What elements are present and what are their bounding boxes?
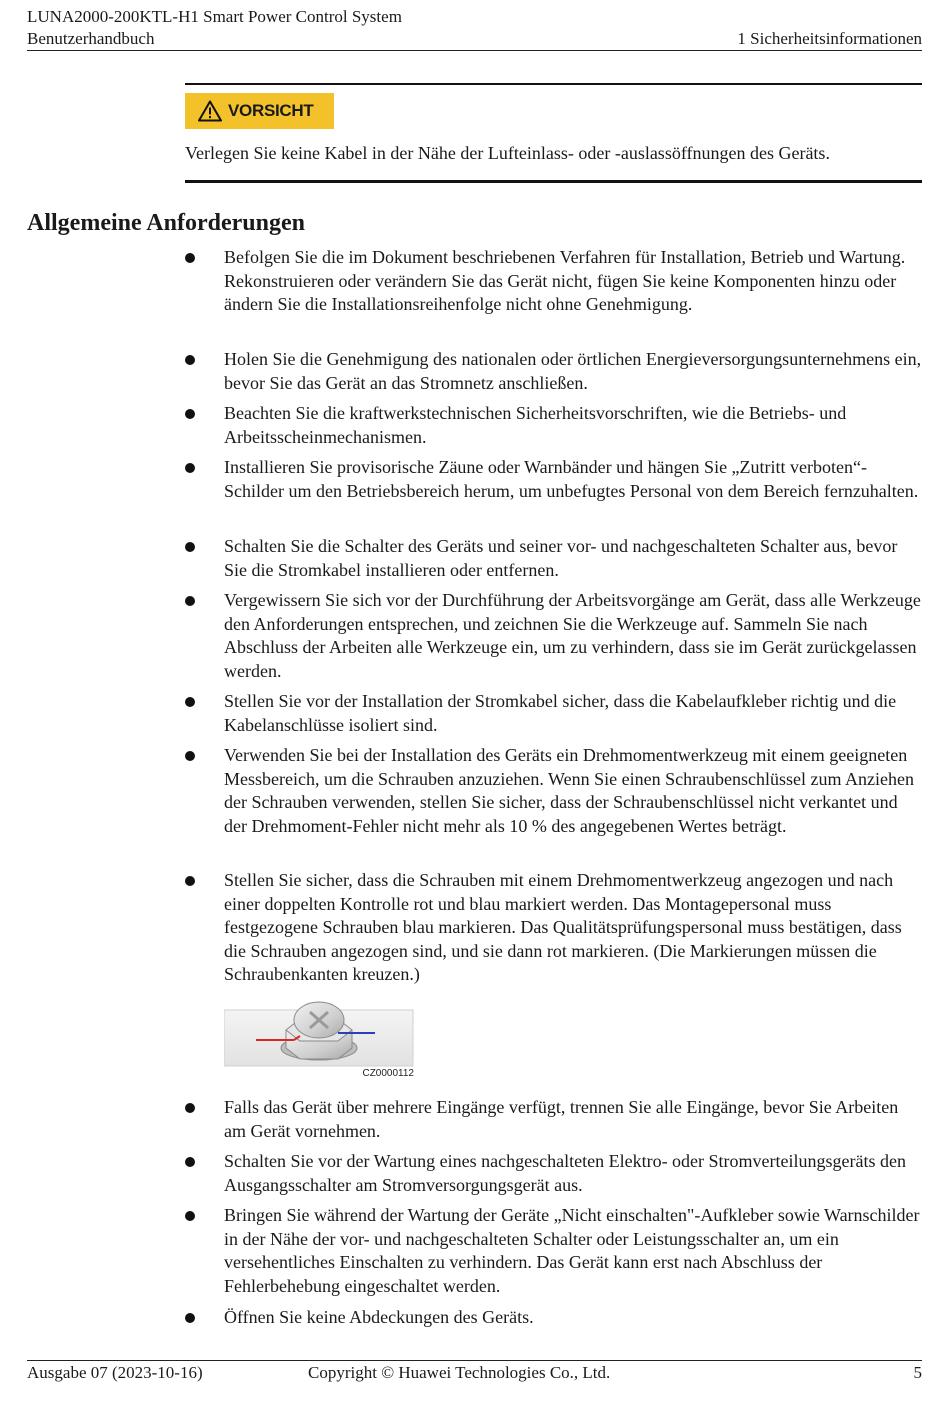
list-item-text: Vergewissern Sie sich vor der Durchführung der Arbeitsvorgänge am Gerät, dass alle Werkzeuge den Anforderungen entsprechen, und zeichnen Sie die Werkzeuge auf. Sammeln Sie nach Abschluss der Arbeiten alle Werkzeuge ein, um zu verhindern, dass sie im Gerät zurückgelassen werden. xyxy=(224,590,921,681)
list-item xyxy=(224,402,924,449)
list-item-text: Falls das Gerät über mehrere Eingänge verfügt, trennen Sie alle Eingänge, bevor Sie Arbeiten am Gerät vornehmen. xyxy=(224,1097,899,1141)
list-item-text: Öffnen Sie keine Abdeckungen des Geräts. xyxy=(224,1307,534,1327)
list-item-text: Stellen Sie vor der Installation der Stromkabel sicher, dass die Kabelaufkleber richtig und die Kabelanschlüsse isoliert sind. xyxy=(224,691,897,735)
list-item-text: Bringen Sie während der Wartung der Geräte „Nicht einschalten"-Aufkleber sowie Warnschilder in der Nähe der vor- und nachgeschalteten Schalter oder Leistungsschalter an, um ein versehentliches Einschalten zu verhindern. Das Gerät kann erst nach Abschluss der Fehlerbehebung eingeschaltet werden. xyxy=(224,1205,920,1296)
caution-bottom-rule xyxy=(185,180,922,183)
list-item-text: Beachten Sie die kraftwerkstechnischen Sicherheitsvorschriften, wie die Betriebs- und Arbeitsscheinmechanismen. xyxy=(224,403,847,447)
bullet-icon xyxy=(185,253,195,263)
figure-code: CZ0000112 xyxy=(362,1068,414,1079)
list-item xyxy=(224,456,924,503)
header-doc-type: Benutzerhandbuch xyxy=(27,29,155,48)
list-item xyxy=(224,1096,924,1143)
list-item xyxy=(224,589,924,683)
caution-label: VORSICHT xyxy=(228,101,314,120)
caution-text: Verlegen Sie keine Kabel in der Nähe der Lufteinlass- oder -auslassöffnungen des Geräts. xyxy=(185,143,830,163)
bullet-icon xyxy=(185,751,195,761)
list-item-text: Holen Sie die Genehmigung des nationalen oder örtlichen Energieversorgungsunternehmens ein, bevor Sie das Gerät an das Stromnetz anschließen. xyxy=(224,349,922,393)
list-item xyxy=(224,744,924,838)
page-number: 5 xyxy=(913,1363,922,1382)
list-item xyxy=(224,1150,924,1197)
caution-top-rule xyxy=(185,83,922,85)
list-item-text: Schalten Sie die Schalter des Geräts und seiner vor- und nachgeschalteten Schalter aus, bevor Sie die Stromkabel installieren oder entfernen. xyxy=(224,536,898,580)
bullet-icon xyxy=(185,596,195,606)
list-item xyxy=(224,246,924,317)
bullet-icon xyxy=(185,1157,195,1167)
list-item-text: Befolgen Sie die im Dokument beschriebenen Verfahren für Installation, Betrieb und Wartung. Rekonstruieren oder verändern Sie das Gerät nicht, fügen Sie keine Komponenten hinzu oder ändern Sie die Installationsreihenfolge nicht ohne Genehmigung. xyxy=(224,247,906,315)
bullet-icon xyxy=(185,876,195,886)
list-item xyxy=(224,690,924,737)
bullet-icon xyxy=(185,1211,195,1221)
list-item-text: Verwenden Sie bei der Installation des Geräts ein Drehmomentwerkzeug mit einem geeigneten Messbereich, um die Schrauben anzuziehen. Wenn Sie einen Schraubenschlüssel zum Anziehen der Schrauben verwenden, stellen Sie sicher, dass der Schraubenschlüssel nicht verkantet und der Drehmoment-Fehler nicht mehr als 10 % des angegebenen Wertes beträgt. xyxy=(224,745,915,836)
bullet-icon xyxy=(185,463,195,473)
bullet-icon xyxy=(185,542,195,552)
bolt-marking-figure xyxy=(224,998,414,1084)
header-chapter: 1 Sicherheitsinformationen xyxy=(737,29,922,48)
section-title: Allgemeine Anforderungen xyxy=(27,210,305,236)
page-header xyxy=(27,6,922,50)
list-item-text: Schalten Sie vor der Wartung eines nachgeschalteten Elektro- oder Stromverteilungsgeräts den Ausgangsschalter am Stromversorgungsgerät aus. xyxy=(224,1151,906,1195)
list-item xyxy=(224,348,924,395)
footer-copyright: Copyright © Huawei Technologies Co., Ltd. xyxy=(308,1363,611,1382)
list-item xyxy=(224,535,924,582)
header-product: LUNA2000-200KTL-H1 Smart Power Control System xyxy=(27,7,402,26)
header-divider xyxy=(27,50,922,51)
caution-badge xyxy=(185,93,334,129)
bullet-icon xyxy=(185,409,195,419)
footer-edition: Ausgabe 07 (2023-10-16) xyxy=(27,1363,203,1382)
footer-divider xyxy=(27,1360,922,1361)
bullet-icon xyxy=(185,1313,195,1323)
list-item-text: Stellen Sie sicher, dass die Schrauben mit einem Drehmomentwerkzeug angezogen und nach einer doppelten Kontrolle rot und blau markiert werden. Das Montagepersonal muss festgezogene Schrauben blau markieren. Das Qualitätsprüfungspersonal muss bestätigen, dass die Schrauben angezogen sind, und sie dann rot markieren. (Die Markierungen müssen die Schraubenkanten kreuzen.) xyxy=(224,870,902,985)
warning-triangle-icon xyxy=(198,100,222,122)
bullet-icon xyxy=(185,1103,195,1113)
list-item xyxy=(224,1204,924,1298)
list-item-text: Installieren Sie provisorische Zäune oder Warnbänder und hängen Sie „Zutritt verboten“-Schilder um den Betriebsbereich herum, um unbefugtes Personal von dem Bereich fernzuhalten. xyxy=(224,457,919,501)
bullet-icon xyxy=(185,355,195,365)
bullet-icon xyxy=(185,697,195,707)
list-item xyxy=(224,869,924,987)
list-item xyxy=(224,1306,924,1330)
